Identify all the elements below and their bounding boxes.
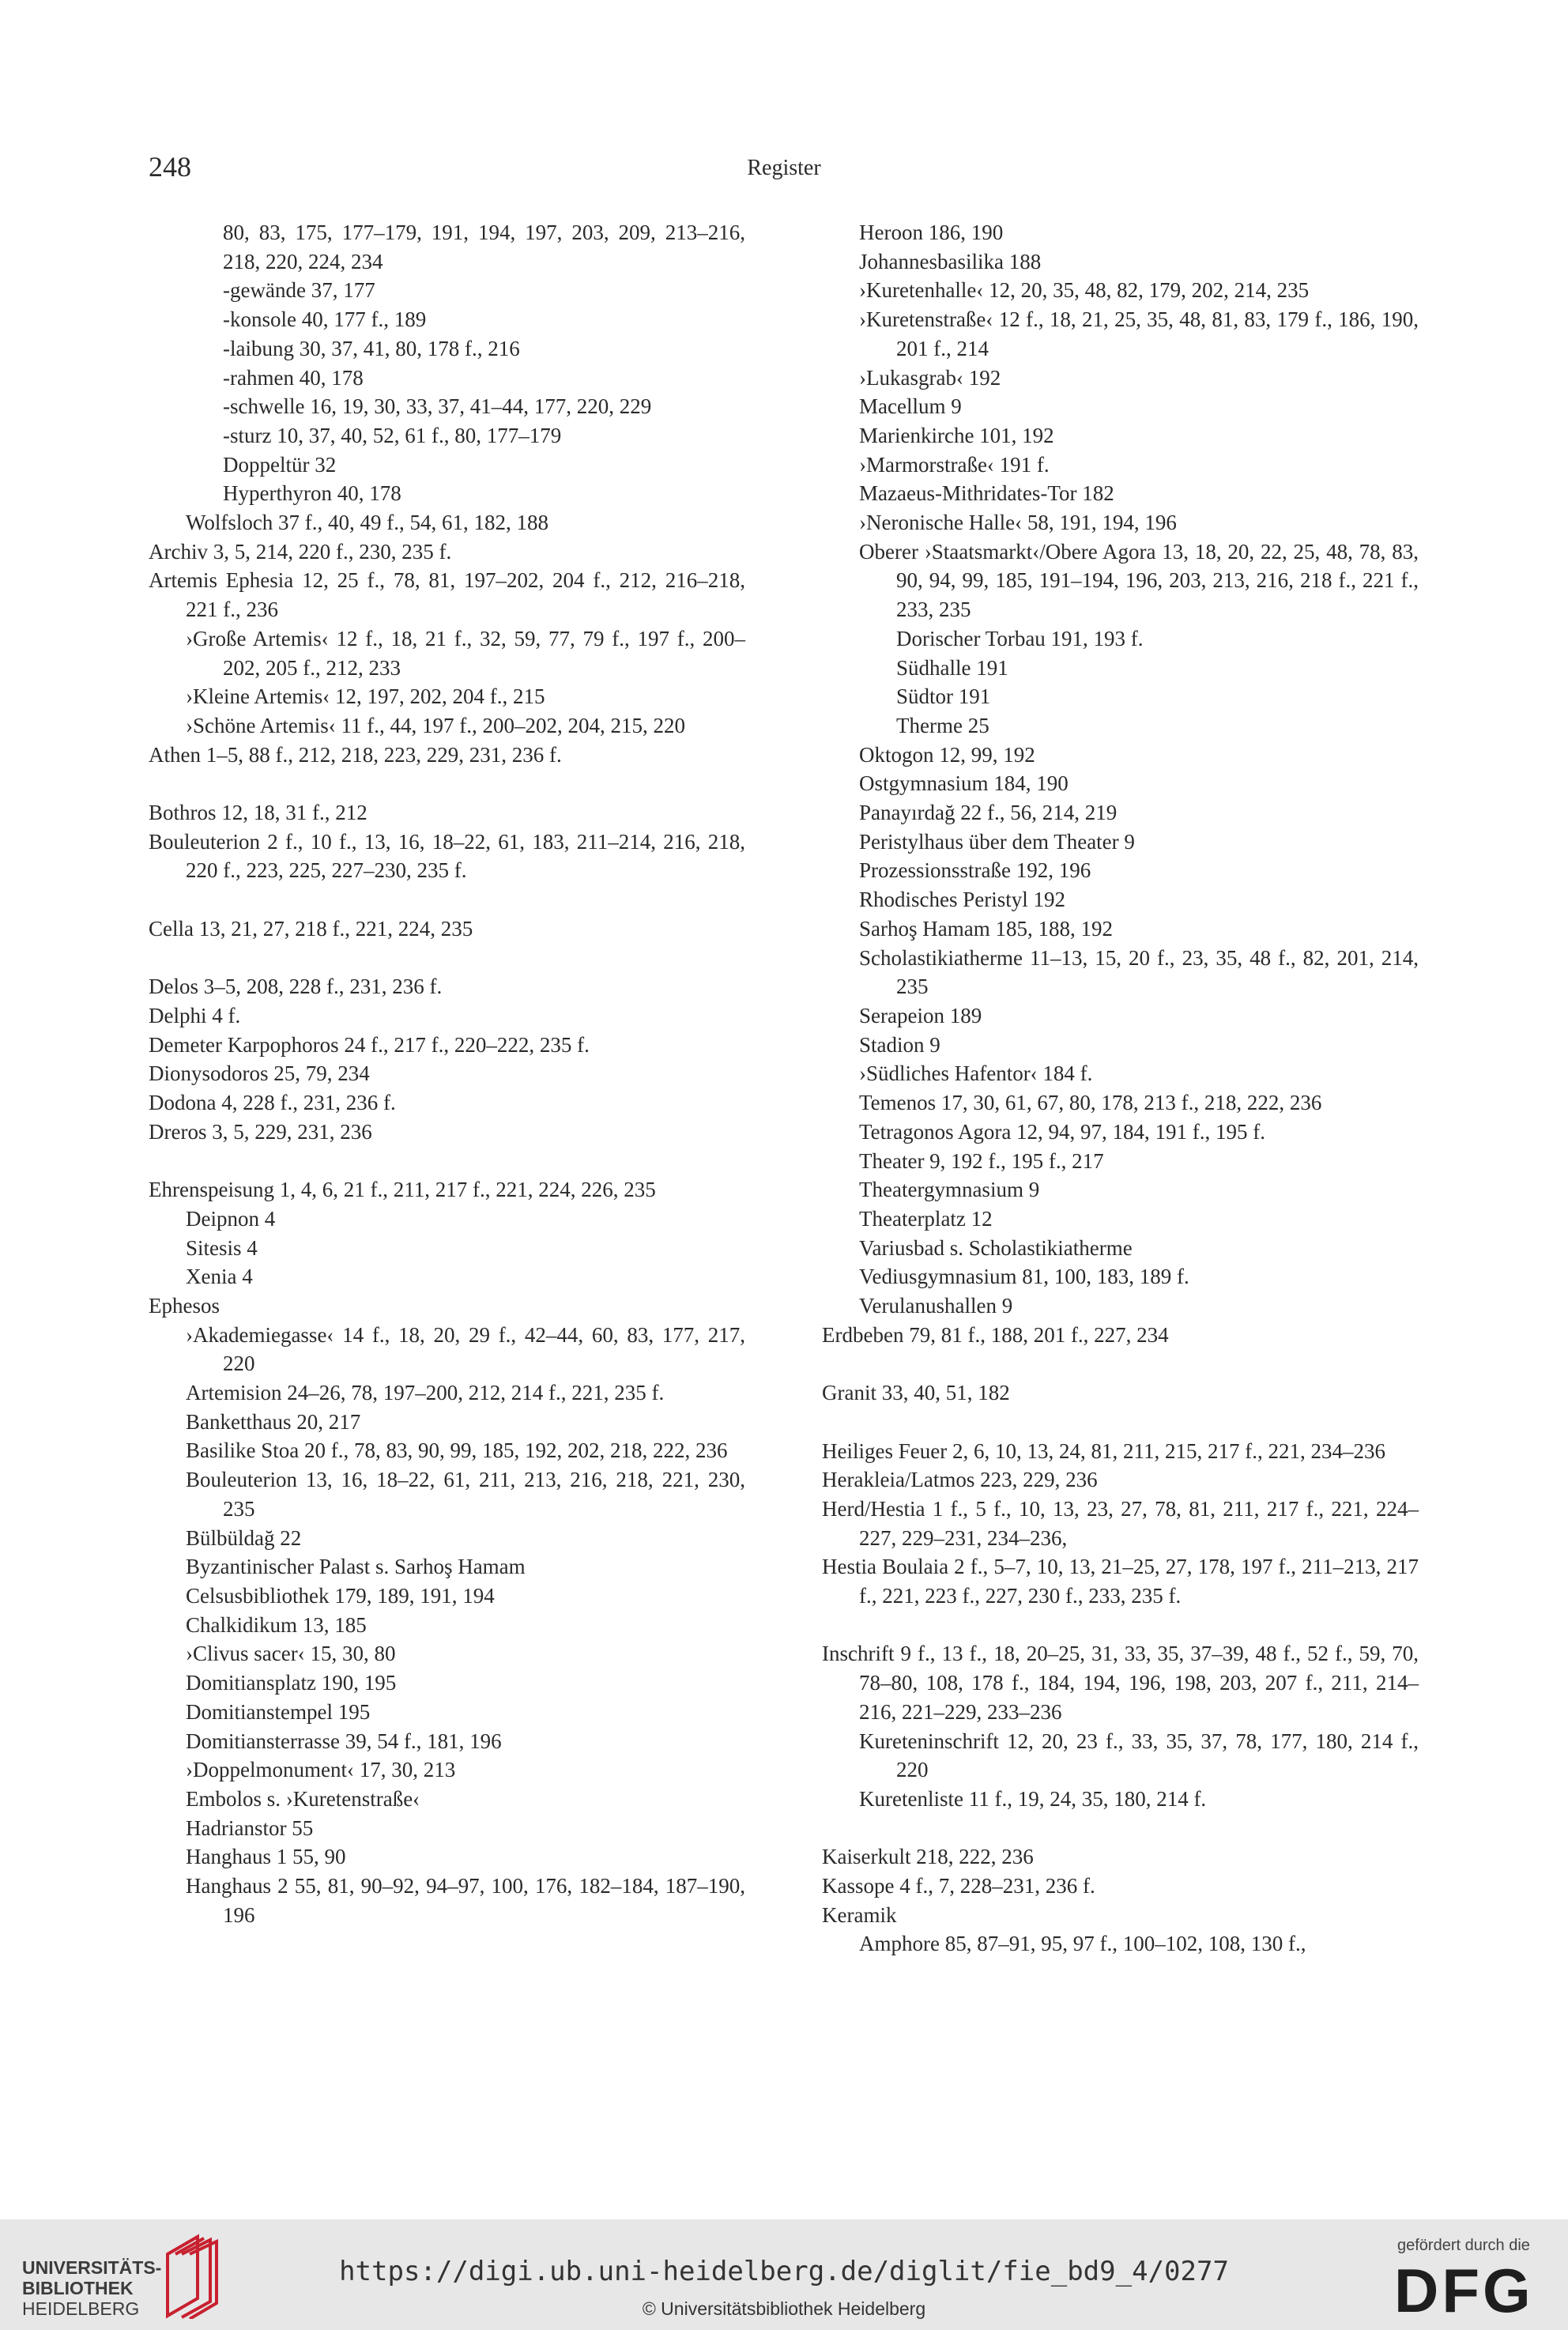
- index-entry: Panayırdağ 22 f., 56, 214, 219: [859, 801, 1118, 825]
- index-entry: Xenia 4: [186, 1265, 253, 1289]
- index-entry: Rhodisches Peristyl 192: [859, 888, 1065, 912]
- index-column-right: [822, 218, 1419, 1959]
- index-entry: Vediusgymnasium 81, 100, 183, 189 f.: [859, 1265, 1189, 1289]
- index-entry: ›Schöne Artemis‹ 11 f., 44, 197 f., 200–202, 204, 215, 220: [186, 713, 685, 737]
- index-entry: Basilike Stoa 20 f., 78, 83, 90, 99, 185, 192, 202, 218, 222, 236: [186, 1438, 728, 1463]
- index-entry: Bothros 12, 18, 31 f., 212: [149, 801, 368, 825]
- page-number: 248: [149, 151, 191, 183]
- footer-copyright: © Universitätsbibliothek Heidelberg: [642, 2298, 926, 2319]
- index-entry: Sitesis 4: [186, 1235, 258, 1260]
- index-entry: Dionysodoros 25, 79, 234: [149, 1061, 370, 1086]
- index-entry: -laibung 30, 37, 41, 80, 178 f., 216: [223, 336, 520, 360]
- index-entry: Ephesos: [149, 1293, 220, 1318]
- index-entry: Temenos 17, 30, 61, 67, 80, 178, 213 f., 218, 222, 236: [859, 1091, 1322, 1115]
- index-entry: ›Kuretenstraße‹ 12 f., 18, 21, 25, 35, 48, 81, 83, 179 f., 186, 190, 201 f., 214: [859, 307, 1419, 360]
- index-entry: Archiv 3, 5, 214, 220 f., 230, 235 f.: [149, 539, 452, 564]
- index-entry: Delos 3–5, 208, 228 f., 231, 236 f.: [149, 975, 443, 999]
- index-column-left: [149, 218, 745, 1929]
- index-entry: Scholastikiatherme 11–13, 15, 20 f., 23, 35, 48 f., 82, 201, 214, 235: [859, 945, 1419, 999]
- index-entry: Kaiserkult 218, 222, 236: [822, 1845, 1034, 1869]
- index-entry: Celsusbibliothek 179, 189, 191, 194: [186, 1583, 495, 1608]
- index-entry: ›Kuretenhalle‹ 12, 20, 35, 48, 82, 179, 202, 214, 235: [859, 278, 1310, 303]
- index-entry: Inschrift 9 f., 13 f., 18, 20–25, 31, 33, 35, 37–39, 48 f., 52 f., 59, 70, 78–80, 108, 178 f., 184, 194, 196, 198, 203, 207 f., 211, 214–216, 221–229, 233–236: [822, 1642, 1419, 1724]
- index-entry: Herd/Hestia 1 f., 5 f., 10, 13, 23, 27, 78, 81, 211, 217 f., 221, 224–227, 229–231, 234–236,: [822, 1496, 1419, 1550]
- index-entry: Theater 9, 192 f., 195 f., 217: [859, 1148, 1104, 1173]
- index-entry: Artemision 24–26, 78, 197–200, 212, 214 f., 221, 235 f.: [186, 1381, 665, 1405]
- index-entry: ›Neronische Halle‹ 58, 191, 194, 196: [859, 511, 1177, 535]
- index-entry: Doppeltür 32: [223, 452, 337, 477]
- index-entry: Macellum 9: [859, 394, 962, 419]
- index-entry: Athen 1–5, 88 f., 212, 218, 223, 229, 231, 236 f.: [149, 742, 562, 767]
- index-entry: ›Lukasgrab‹ 192: [859, 365, 1001, 390]
- index-entry: ›Marmorstraße‹ 191 f.: [859, 452, 1050, 477]
- index-entry: Sarhoş Hamam 185, 188, 192: [859, 916, 1113, 941]
- index-entry: Hanghaus 2 55, 81, 90–92, 94–97, 100, 176, 182–184, 187–190, 196: [186, 1874, 745, 1927]
- index-entry: Hanghaus 1 55, 90: [186, 1845, 346, 1869]
- index-entry: Bülbüldağ 22: [186, 1525, 302, 1550]
- index-entry: Amphore 85, 87–91, 95, 97 f., 100–102, 108, 130 f.,: [859, 1932, 1306, 1956]
- index-entry: Dodona 4, 228 f., 231, 236 f.: [149, 1091, 396, 1115]
- dfg-logo: DFG: [1394, 2256, 1534, 2325]
- index-entry: ›Akademiegasse‹ 14 f., 18, 20, 29 f., 42–44, 60, 83, 177, 217, 220: [186, 1322, 745, 1376]
- index-entry: 80, 83, 175, 177–179, 191, 194, 197, 203, 209, 213–216, 218, 220, 224, 234: [223, 221, 745, 273]
- index-entry: Dreros 3, 5, 229, 231, 236: [149, 1119, 372, 1144]
- index-entry: Prozessionsstraße 192, 196: [859, 858, 1091, 883]
- index-entry: Kuretenliste 11 f., 19, 24, 35, 180, 214 f.: [859, 1786, 1207, 1811]
- index-entry: Johannesbasilika 188: [859, 249, 1042, 273]
- index-entry: Granit 33, 40, 51, 182: [822, 1381, 1010, 1405]
- running-head: Register: [747, 156, 821, 180]
- index-entry: Verulanushallen 9: [859, 1294, 1013, 1318]
- index-entry: Demeter Karpophoros 24 f., 217 f., 220–222, 235 f.: [149, 1032, 590, 1057]
- index-entry: Artemis Ephesia 12, 25 f., 78, 81, 197–202, 204 f., 212, 216–218, 221 f., 236: [149, 568, 745, 622]
- index-entry: -sturz 10, 37, 40, 52, 61 f., 80, 177–179: [223, 423, 562, 447]
- index-entry: Herakleia/Latmos 223, 229, 236: [822, 1468, 1098, 1492]
- index-entry: Hestia Boulaia 2 f., 5–7, 10, 13, 21–25, 27, 178, 197 f., 211–213, 217 f., 221, 223 f., 227, 230 f., 233, 235 f.: [822, 1555, 1419, 1608]
- index-entry: Keramik: [822, 1902, 897, 1927]
- index-entry: Chalkidikum 13, 185: [186, 1612, 367, 1637]
- index-entry: Ehrenspeisung 1, 4, 6, 21 f., 211, 217 f., 221, 224, 226, 235: [149, 1178, 656, 1202]
- index-entry: Serapeion 189: [859, 1003, 982, 1027]
- index-entry: ›Kleine Artemis‹ 12, 197, 202, 204 f., 215: [186, 684, 545, 709]
- index-entry: -rahmen 40, 178: [223, 365, 364, 390]
- index-entry: -konsole 40, 177 f., 189: [223, 307, 427, 332]
- index-entry: Theatergymnasium 9: [859, 1178, 1040, 1202]
- index-entry: Mazaeus-Mithridates-Tor 182: [859, 481, 1114, 506]
- index-entry: Kureteninschrift 12, 20, 23 f., 33, 35, 37, 78, 177, 180, 214 f., 220: [859, 1729, 1419, 1782]
- index-entry: Hadrianstor 55: [186, 1815, 314, 1840]
- index-entry: Hyperthyron 40, 178: [223, 481, 401, 506]
- index-entry: Stadion 9: [859, 1032, 940, 1057]
- index-entry: Bouleuterion 2 f., 10 f., 13, 16, 18–22, 61, 183, 211–214, 216, 218, 220 f., 223, 225, 227–230, 235 f.: [149, 829, 745, 883]
- index-entry: Byzantinischer Palast s. Sarhoş Hamam: [186, 1555, 526, 1579]
- index-entry: Wolfsloch 37 f., 40, 49 f., 54, 61, 182, 188: [186, 511, 549, 535]
- index-entry: Heiliges Feuer 2, 6, 10, 13, 24, 81, 211, 215, 217 f., 221, 234–236: [822, 1438, 1385, 1463]
- index-entry: Heroon 186, 190: [859, 221, 1004, 244]
- index-entry: Theaterplatz 12: [859, 1206, 993, 1231]
- index-entry: Domitiansterrasse 39, 54 f., 181, 196: [186, 1729, 502, 1753]
- index-entry: Cella 13, 21, 27, 218 f., 221, 224, 235: [149, 916, 473, 941]
- index-entry: Ostgymnasium 184, 190: [859, 771, 1069, 796]
- library-name: UNIVERSITÄTS- BIBLIOTHEK HEIDELBERG: [22, 2257, 162, 2319]
- footer-band: [0, 2219, 1568, 2330]
- funded-by-label: gefördert durch die: [1397, 2237, 1530, 2254]
- index-entry: -schwelle 16, 19, 30, 33, 37, 41–44, 177, 220, 229: [223, 394, 652, 419]
- index-entry: Oktogon 12, 99, 192: [859, 742, 1035, 767]
- index-entry: Banketthaus 20, 217: [186, 1409, 361, 1434]
- index-entry: Südtor 191: [896, 684, 991, 709]
- index-entry: Erdbeben 79, 81 f., 188, 201 f., 227, 234: [822, 1322, 1169, 1347]
- index-entry: Marienkirche 101, 192: [859, 423, 1054, 447]
- index-entry: Domitiansplatz 190, 195: [186, 1671, 397, 1695]
- index-entry: Oberer ›Staatsmarkt‹/Obere Agora 13, 18, 20, 22, 25, 48, 78, 83, 90, 94, 99, 185, 191–194, 196, 203, 213, 216, 218 f., 221 f., 233, 235: [859, 539, 1419, 622]
- index-entry: ›Große Artemis‹ 12 f., 18, 21 f., 32, 59, 77, 79 f., 197 f., 200–202, 205 f., 212, 233: [186, 626, 745, 680]
- index-entry: Deipnon 4: [186, 1206, 276, 1231]
- index-entry: -gewände 37, 177: [223, 278, 375, 303]
- index-entry: Embolos s. ›Kuretenstraße‹: [186, 1786, 420, 1811]
- index-entry: Delphi 4 f.: [149, 1003, 241, 1027]
- index-entry: Bouleuterion 13, 16, 18–22, 61, 211, 213, 216, 218, 221, 230, 235: [186, 1468, 745, 1521]
- footer-url-link[interactable]: https://digi.ub.uni-heidelberg.de/diglit/fie_bd9_4/0277: [339, 2256, 1229, 2287]
- index-entry: Südhalle 191: [896, 655, 1008, 680]
- index-entry: Peristylhaus über dem Theater 9: [859, 829, 1135, 854]
- index-entry: Kassope 4 f., 7, 228–231, 236 f.: [822, 1874, 1095, 1898]
- index-entry: Dorischer Torbau 191, 193 f.: [896, 626, 1144, 650]
- index-entry: Tetragonos Agora 12, 94, 97, 184, 191 f., 195 f.: [859, 1119, 1266, 1144]
- index-entry: Domitianstempel 195: [186, 1699, 371, 1724]
- index-entry: ›Clivus sacer‹ 15, 30, 80: [186, 1642, 396, 1666]
- index-entry: ›Doppelmonument‹ 17, 30, 213: [186, 1758, 456, 1782]
- index-entry: Variusbad s. Scholastikiatherme: [859, 1235, 1133, 1260]
- index-entry: Therme 25: [896, 713, 989, 737]
- index-entry: ›Südliches Hafentor‹ 184 f.: [859, 1061, 1093, 1086]
